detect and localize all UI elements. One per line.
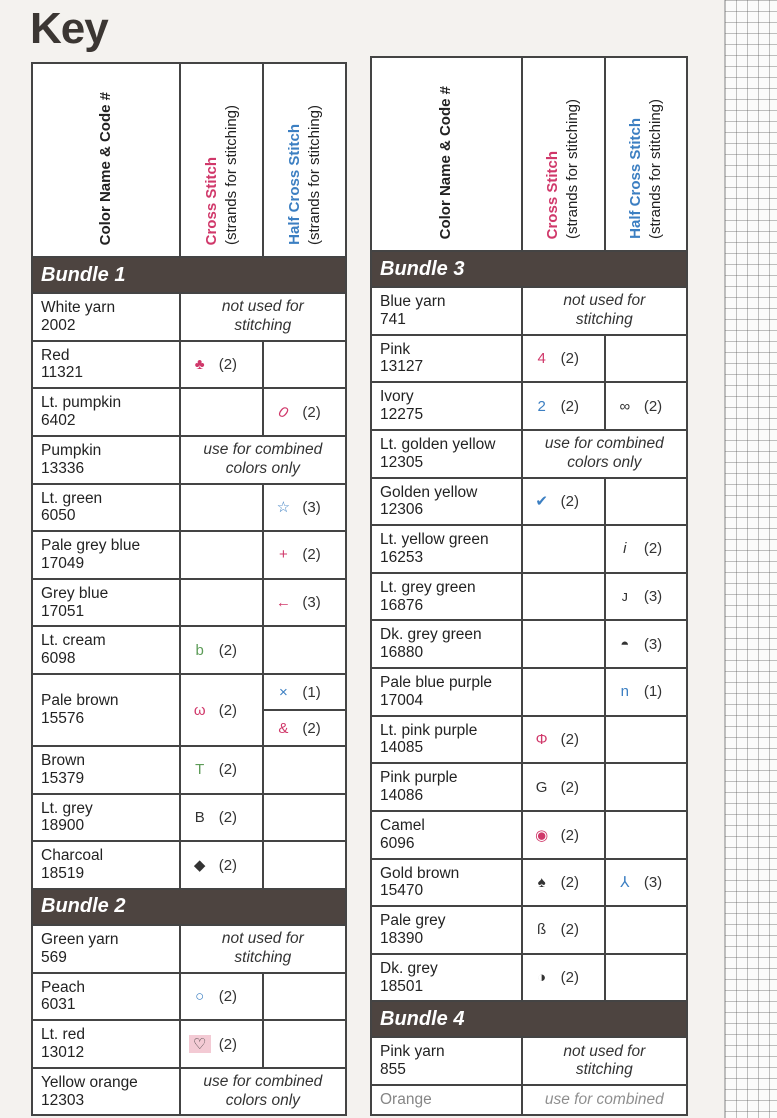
table-row	[32, 626, 346, 674]
color-name: Lt. grey green 16876	[371, 573, 522, 621]
color-name: Yellow orange 12303	[32, 1068, 180, 1116]
color-name: Lt. pumpkin 6402	[32, 388, 180, 436]
bundle-heading: Bundle 3	[371, 251, 687, 287]
half-stitch-cell	[263, 710, 346, 746]
color-name: Ivory 12275	[371, 382, 522, 430]
cross-stitch-cell	[522, 906, 605, 954]
cross-stitch-cell	[180, 341, 264, 389]
color-name: White yarn 2002	[32, 293, 180, 341]
strand-count: (2)	[643, 397, 663, 415]
graph-paper-grid	[724, 0, 777, 1118]
half-stitch-cell	[605, 716, 687, 764]
number-four-icon: 4	[537, 349, 546, 367]
cross-stitch-cell	[180, 484, 264, 532]
number-two-icon: 2	[537, 397, 546, 415]
cross-stitch-cell	[522, 478, 605, 526]
usage-note: not used for stitching	[180, 925, 346, 973]
strands-label: (strands for stitching)	[564, 98, 582, 239]
half-stitch-cell	[263, 746, 346, 794]
strand-count: (2)	[218, 808, 238, 826]
strand-count: (2)	[218, 987, 238, 1005]
table-row	[32, 388, 346, 436]
spade-icon: ♠	[537, 873, 546, 891]
color-name: Camel 6096	[371, 811, 522, 859]
half-stitch-cell	[263, 579, 346, 627]
half-stitch-cell	[263, 1020, 346, 1068]
color-name: Pink purple 14086	[371, 763, 522, 811]
table-row	[32, 746, 346, 794]
table-row	[32, 436, 346, 484]
cross-stitch-cell	[180, 973, 264, 1021]
table-row	[32, 293, 346, 341]
inverted-y-icon: ⅄	[620, 874, 630, 892]
usage-note: use for combined colors only	[180, 1068, 346, 1116]
header-half-cross-stitch	[605, 57, 687, 251]
strands-label: (strands for stitching)	[647, 98, 665, 239]
half-filled-circle-icon: ◑	[537, 969, 547, 987]
table-row	[32, 841, 346, 889]
half-stitch-cell	[605, 954, 687, 1002]
strand-count: (2)	[560, 921, 579, 939]
cross-stitch-cell	[180, 579, 264, 627]
strand-count: (3)	[643, 588, 663, 606]
strand-count: (2)	[302, 403, 321, 421]
half-stitch-cell	[263, 626, 346, 674]
cross-stitch-cell	[180, 674, 264, 746]
arrow-left-icon: ←	[275, 594, 291, 612]
color-name: Charcoal 18519	[32, 841, 180, 889]
color-name: Dk. grey green 16880	[371, 620, 522, 668]
strand-count: (3)	[643, 874, 663, 892]
half-stitch-cell	[605, 478, 687, 526]
strand-count: (2)	[218, 701, 238, 719]
usage-note: not used for stitching	[180, 293, 346, 341]
color-name: Pink yarn 855	[371, 1037, 522, 1085]
table-row	[32, 973, 346, 1021]
heart-icon: ♡	[189, 1035, 211, 1053]
half-cross-stitch-label: Half Cross Stitch	[626, 118, 644, 239]
usage-note: use for combined colors only	[180, 436, 346, 484]
header-color-name	[32, 63, 180, 257]
half-stitch-cell	[263, 388, 346, 436]
circle-icon: ○	[195, 987, 205, 1005]
star-icon: ☆	[276, 499, 291, 517]
bundle-heading: Bundle 2	[32, 889, 346, 925]
header-cross-stitch	[180, 63, 264, 257]
strands-label: (strands for stitching)	[305, 104, 323, 245]
letter-t-icon: T	[195, 761, 205, 779]
color-name: Lt. green 6050	[32, 484, 180, 532]
table-row	[371, 763, 687, 811]
table-row	[371, 668, 687, 716]
strands-label: (strands for stitching)	[222, 104, 240, 245]
cross-stitch-cell	[180, 746, 264, 794]
strand-count: (1)	[643, 683, 663, 701]
strand-count: (2)	[560, 969, 579, 987]
usage-note: use for combined	[522, 1085, 687, 1115]
bundle-heading: Bundle 1	[32, 257, 346, 293]
oval-icon: 0	[275, 402, 291, 422]
table-row	[371, 430, 687, 478]
strand-count: (2)	[302, 719, 321, 737]
color-name: Dk. grey 18501	[371, 954, 522, 1002]
color-name: Lt. yellow green 16253	[371, 525, 522, 573]
strand-count: (2)	[218, 1035, 238, 1053]
cross-stitch-label: Cross Stitch	[202, 156, 220, 245]
table-row	[371, 335, 687, 383]
strand-count: (2)	[560, 349, 579, 367]
strand-count: (2)	[218, 641, 238, 659]
half-stitch-cell	[263, 484, 346, 532]
strand-count: (2)	[302, 546, 321, 564]
half-circle-icon: ◓	[620, 635, 630, 653]
checkmark-icon: ✔	[535, 493, 548, 511]
color-name: Pale grey blue 17049	[32, 531, 180, 579]
strand-count: (3)	[302, 499, 321, 517]
color-name: Pink 13127	[371, 335, 522, 383]
letter-g-icon: G	[535, 778, 548, 796]
cross-stitch-cell	[180, 531, 264, 579]
strand-count: (2)	[560, 873, 579, 891]
strand-count: (2)	[560, 397, 579, 415]
table-row	[371, 478, 687, 526]
half-stitch-cell	[263, 341, 346, 389]
color-name: Golden yellow 12306	[371, 478, 522, 526]
cross-stitch-cell	[522, 954, 605, 1002]
key-table-right	[370, 56, 688, 1116]
cross-stitch-cell	[522, 335, 605, 383]
color-name: Lt. red 13012	[32, 1020, 180, 1068]
half-stitch-cell	[263, 973, 346, 1021]
table-row	[32, 579, 346, 627]
color-name: Lt. pink purple 14085	[371, 716, 522, 764]
times-icon: ×	[278, 683, 288, 701]
cross-stitch-cell	[522, 763, 605, 811]
half-stitch-cell	[605, 668, 687, 716]
strand-count: (2)	[560, 778, 579, 796]
cross-stitch-cell	[522, 811, 605, 859]
table-row	[371, 1037, 687, 1085]
color-name: Peach 6031	[32, 973, 180, 1021]
strand-count: (2)	[218, 857, 238, 875]
strand-count: (2)	[560, 493, 579, 511]
cross-stitch-cell	[522, 859, 605, 907]
cross-stitch-cell	[522, 573, 605, 621]
key-table-left	[31, 62, 347, 1116]
half-stitch-cell	[263, 674, 346, 710]
strand-count: (1)	[302, 683, 321, 701]
table-row	[32, 1020, 346, 1068]
color-name: Blue yarn 741	[371, 287, 522, 335]
color-name: Pale brown 15576	[32, 674, 180, 746]
cross-stitch-cell	[522, 525, 605, 573]
letter-i-icon: i	[623, 540, 627, 558]
table-row	[32, 794, 346, 842]
color-name: Pale grey 18390	[371, 906, 522, 954]
table-row	[371, 716, 687, 764]
table-row	[371, 811, 687, 859]
cross-stitch-cell	[522, 668, 605, 716]
half-stitch-cell	[605, 525, 687, 573]
letter-n-icon: n	[620, 683, 629, 701]
color-name: Lt. cream 6098	[32, 626, 180, 674]
club-icon: ♣	[194, 355, 205, 373]
strand-count: (2)	[218, 761, 238, 779]
half-stitch-cell	[605, 620, 687, 668]
infinity-icon: ∞	[619, 397, 631, 415]
cross-stitch-cell	[180, 794, 264, 842]
table-row	[32, 484, 346, 532]
color-name: Lt. golden yellow 12305	[371, 430, 522, 478]
table-row	[371, 906, 687, 954]
table-row	[371, 382, 687, 430]
half-stitch-cell	[605, 763, 687, 811]
header-cross-stitch	[522, 57, 605, 251]
target-circle-icon: ◉	[535, 826, 549, 844]
page-title: Key	[30, 4, 108, 53]
header-half-cross-stitch	[263, 63, 346, 257]
cross-stitch-cell	[522, 716, 605, 764]
half-stitch-cell	[605, 335, 687, 383]
half-stitch-cell	[605, 573, 687, 621]
half-stitch-cell	[605, 906, 687, 954]
ampersand-icon: &	[278, 719, 289, 737]
usage-note: not used for stitching	[522, 1037, 687, 1085]
diamond-icon: ◆	[193, 857, 206, 875]
strand-count: (2)	[560, 730, 579, 748]
plus-icon: +	[278, 546, 288, 564]
table-row	[32, 531, 346, 579]
color-name: Orange	[371, 1085, 522, 1115]
table-row	[32, 341, 346, 389]
half-stitch-cell	[605, 859, 687, 907]
half-stitch-cell	[605, 811, 687, 859]
header-color-name-label: Color Name & Code #	[96, 91, 114, 245]
table-row	[371, 573, 687, 621]
table-row	[371, 1085, 687, 1115]
half-stitch-cell	[263, 531, 346, 579]
half-stitch-cell	[263, 841, 346, 889]
table-row	[371, 620, 687, 668]
cross-stitch-cell	[180, 841, 264, 889]
strand-count: (3)	[643, 635, 663, 653]
half-stitch-cell	[263, 794, 346, 842]
cross-stitch-cell	[180, 626, 264, 674]
strand-count: (2)	[218, 355, 238, 373]
letter-b-icon: b	[195, 641, 204, 659]
table-row	[371, 525, 687, 573]
strand-count: (3)	[302, 594, 321, 612]
usage-note: not used for stitching	[522, 287, 687, 335]
table-row	[32, 674, 346, 710]
color-name: Gold brown 15470	[371, 859, 522, 907]
half-stitch-cell	[605, 382, 687, 430]
cross-stitch-cell	[180, 388, 264, 436]
omega-icon: ω	[193, 701, 206, 719]
strand-count: (2)	[643, 540, 663, 558]
table-row	[371, 287, 687, 335]
color-name: Pumpkin 13336	[32, 436, 180, 484]
header-color-name	[371, 57, 522, 251]
phi-icon: Φ	[535, 730, 548, 748]
table-row	[371, 954, 687, 1002]
hook-icon: ᴊ	[621, 588, 628, 606]
half-cross-stitch-label: Half Cross Stitch	[285, 124, 303, 245]
color-name: Brown 15379	[32, 746, 180, 794]
curl-symbol-icon: ß	[537, 921, 547, 939]
cross-stitch-label: Cross Stitch	[544, 150, 562, 239]
bundle-heading: Bundle 4	[371, 1001, 687, 1037]
table-row	[32, 1068, 346, 1116]
cross-stitch-cell	[180, 1020, 264, 1068]
header-color-name-label: Color Name & Code #	[437, 85, 455, 239]
color-name: Pale blue purple 17004	[371, 668, 522, 716]
color-name: Grey blue 17051	[32, 579, 180, 627]
usage-note: use for combined colors only	[522, 430, 687, 478]
table-row	[371, 859, 687, 907]
cross-stitch-cell	[522, 620, 605, 668]
color-name: Red 11321	[32, 341, 180, 389]
letter-b-icon: B	[194, 808, 205, 826]
color-name: Lt. grey 18900	[32, 794, 180, 842]
cross-stitch-cell	[522, 382, 605, 430]
strand-count: (2)	[560, 826, 579, 844]
color-name: Green yarn 569	[32, 925, 180, 973]
table-row	[32, 925, 346, 973]
